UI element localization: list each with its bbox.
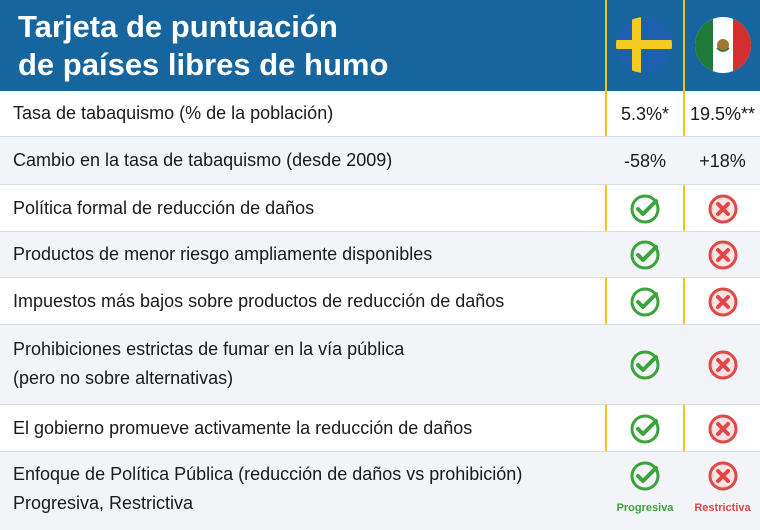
title-line-1: Tarjeta de puntuación [18,9,338,44]
table-row [0,137,760,185]
mexico-flag-icon [695,17,751,73]
table-row [0,232,760,278]
mexico-value: +18% [699,150,746,171]
check-icon [607,405,683,452]
cross-icon [685,325,760,405]
check-icon [607,456,683,496]
mexico-value: 19.5%** [689,103,756,124]
table-row [0,91,760,137]
cross-icon [685,278,760,325]
header-banner [0,0,760,91]
check-icon [607,278,683,325]
scorecard-rows [0,91,760,530]
page-title [18,8,598,84]
row-label-line-2: (pero no sobre alternativas) [13,368,234,388]
cross-icon [685,232,760,278]
progresiva-tag: Progresiva [616,502,674,514]
table-row [0,452,760,530]
sweden-flag-icon [616,17,672,73]
row-label: Tasa de tabaquismo (% de la población) [13,103,334,123]
sweden-value: -58% [623,150,667,171]
sweden-value: 5.3%* [620,103,670,124]
cross-icon [685,405,760,452]
row-label: Cambio en la tasa de tabaquismo (desde 2009) [13,150,393,170]
title-line-2: de países libres de humo [18,47,389,82]
row-label: Productos de menor riesgo ampliamente disponibles [13,244,433,264]
table-row [0,185,760,232]
row-label-line-1: Enfoque de Política Pública (reducción de daños vs prohibición) [13,464,523,484]
table-row [0,325,760,405]
row-label: Política formal de reducción de daños [13,198,315,218]
row-label-line-1: Prohibiciones estrictas de fumar en la vía pública [13,339,405,359]
cross-icon [685,185,760,232]
table-row [0,405,760,452]
cross-icon [685,456,760,496]
table-row [0,278,760,325]
row-label [13,460,601,518]
check-icon [607,185,683,232]
check-icon [607,325,683,405]
check-icon [607,232,683,278]
row-label: Impuestos más bajos sobre productos de reducción de daños [13,291,505,311]
row-label: El gobierno promueve activamente la reducción de daños [13,418,473,438]
restrictiva-tag: Restrictiva [694,502,751,514]
row-label-line-2: Progresiva, Restrictiva [13,493,194,513]
row-label [13,335,601,393]
